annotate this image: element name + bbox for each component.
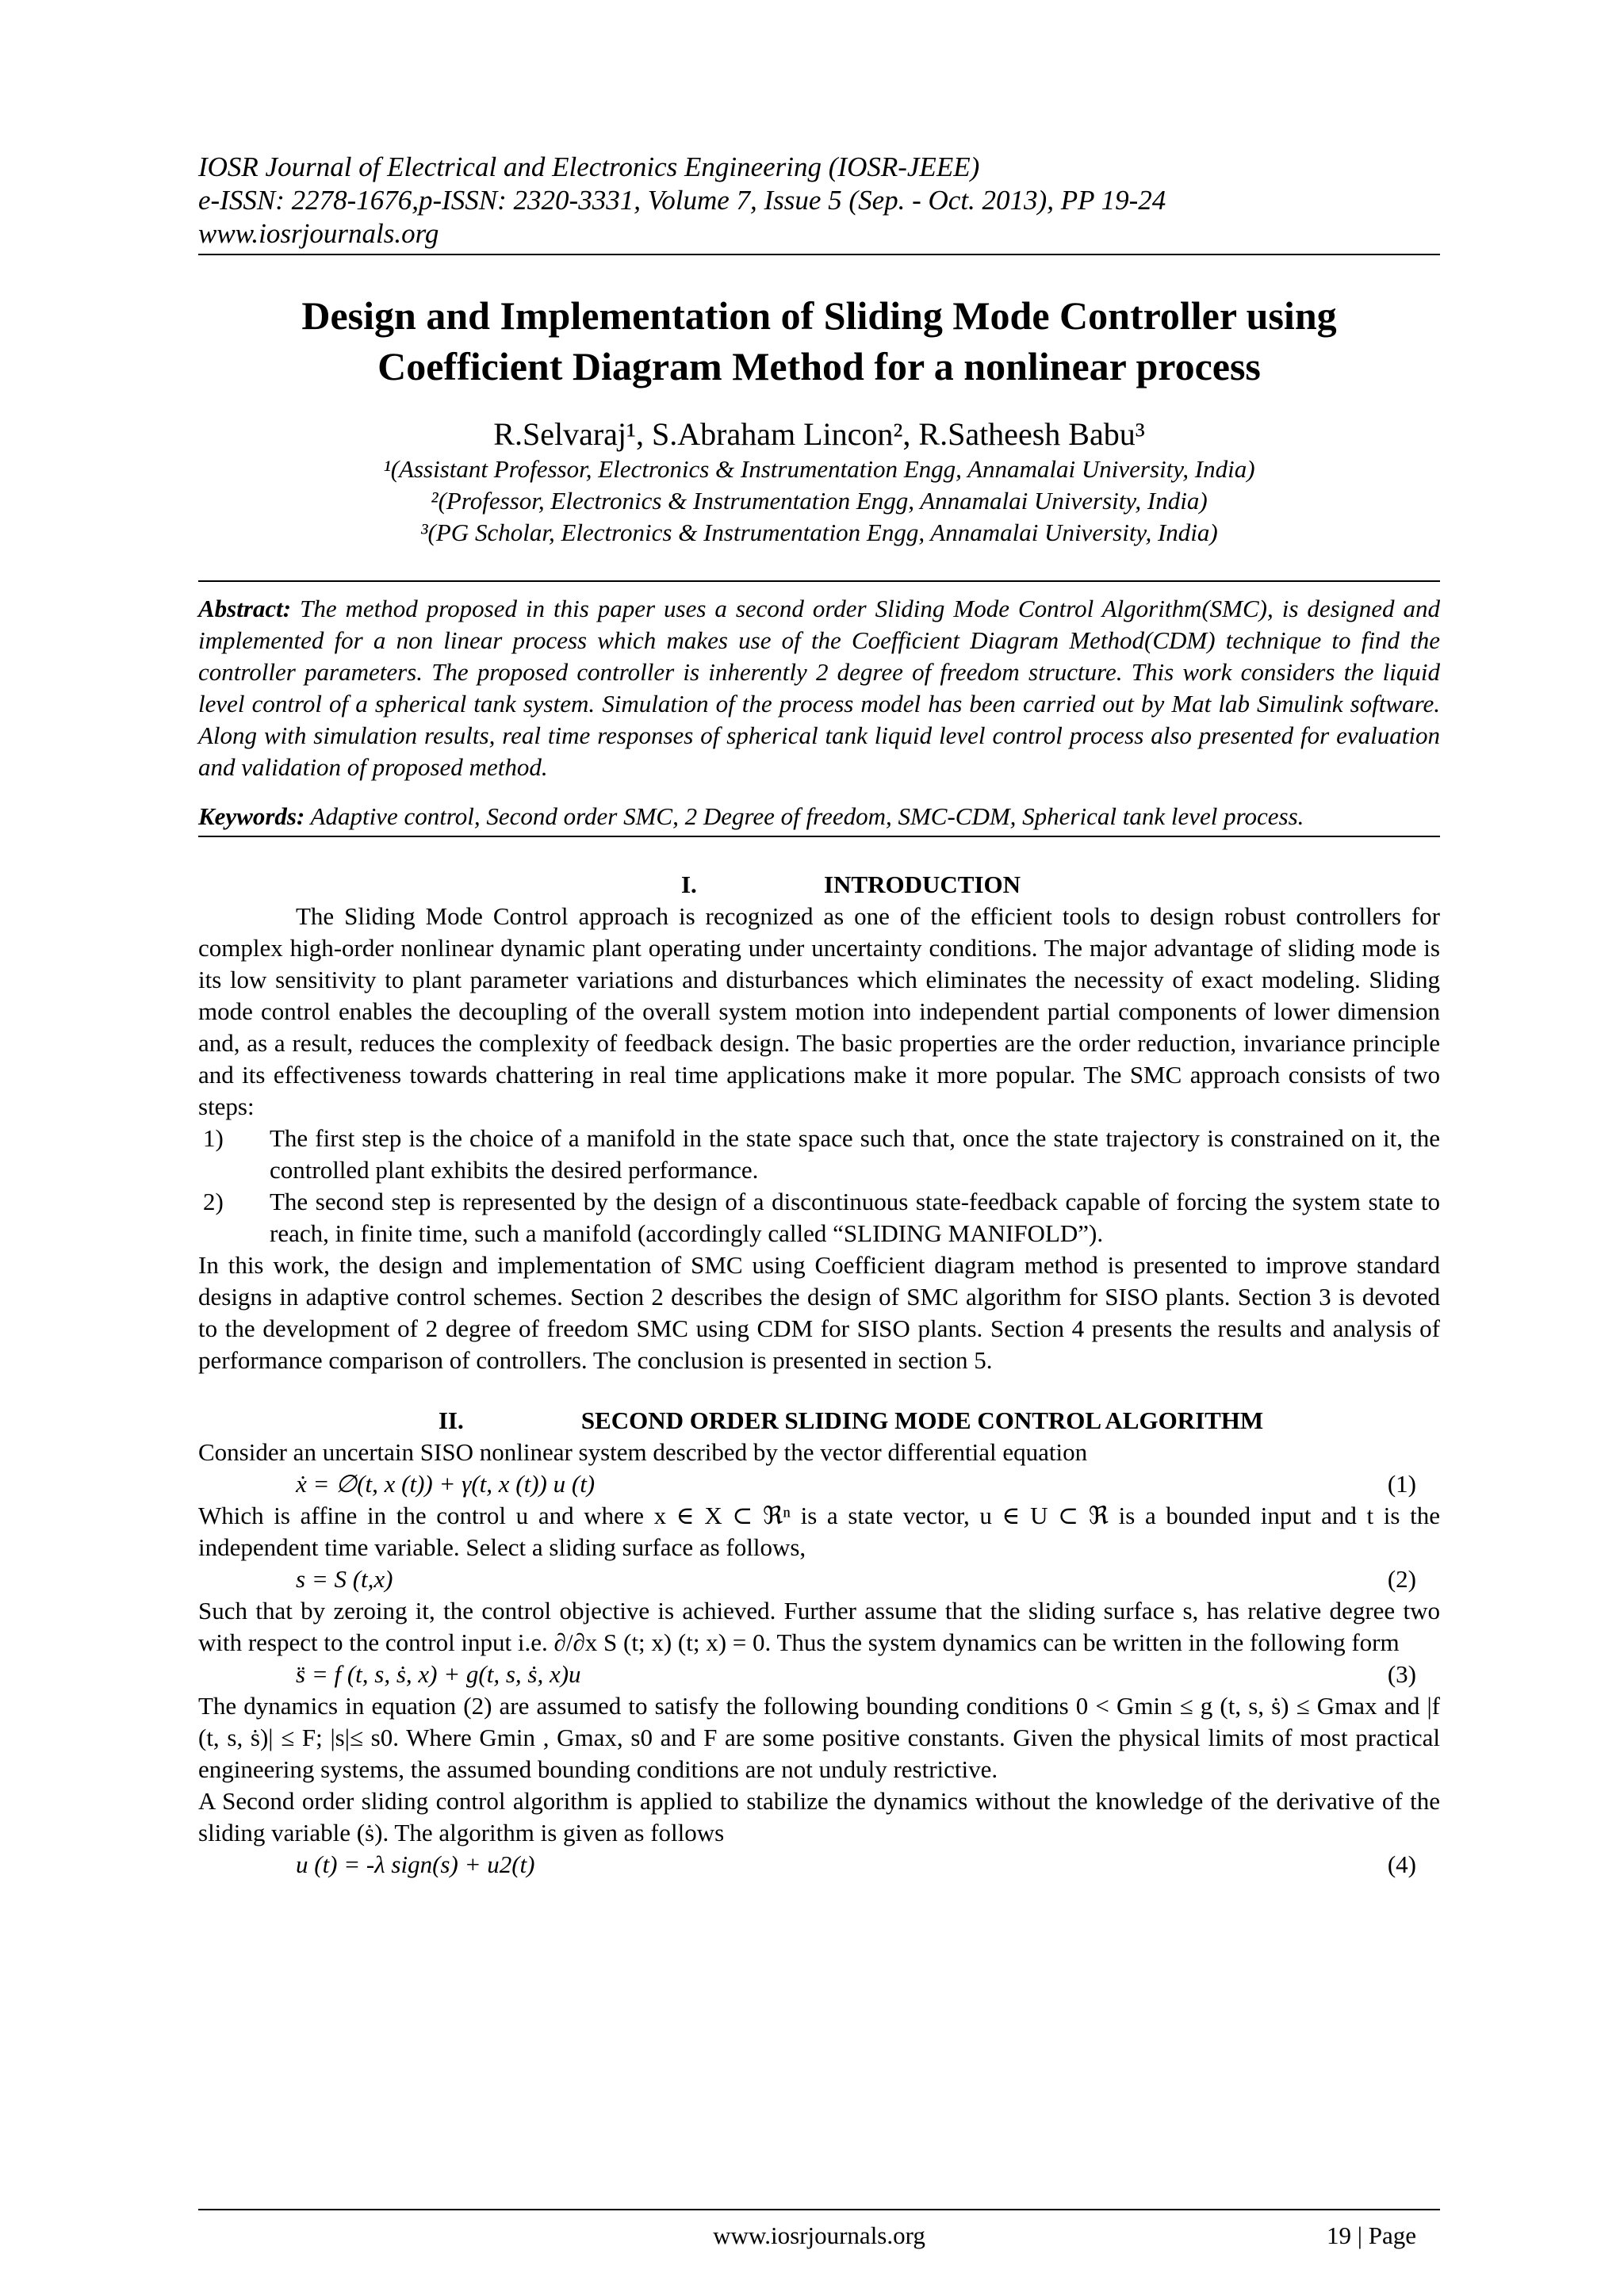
intro-paragraph-2: In this work, the design and implementation of SMC using Coefficient diagram method is presented to improve standard designs in adaptive control schemes. Section 2 describes the design of SMC algorithm for SISO plants. Section 3 is devoted to the development of 2 degree of freedom SMC using CDM for SISO plants. Section 4 presents the results and analysis of performance comparison of controllers. The conclusion is presented in section 5. xyxy=(198,1251,1440,1374)
list-item-number: 1) xyxy=(203,1124,224,1152)
equation-text: ẋ = ∅(t, x (t)) + γ(t, x (t)) u (t) xyxy=(296,1470,596,1498)
abstract-label: Abstract: xyxy=(198,595,292,622)
journal-site: www.iosrjournals.org xyxy=(198,218,439,249)
page-number: 19 | Page xyxy=(1327,2221,1416,2249)
journal-name: IOSR Journal of Electrical and Electronics Engineering (IOSR-JEEE) xyxy=(198,151,980,182)
equation-number: (3) xyxy=(1387,1660,1416,1688)
affiliations xyxy=(198,453,1440,549)
list-item-text: The second step is represented by the design of a discontinuous state-feedback capable of forcing the system state to reach, in finite time, such a manifold (accordingly called “SLIDING MANIFOLD”). xyxy=(270,1188,1440,1247)
keywords xyxy=(198,801,1440,832)
affiliation-3: ³(PG Scholar, Electronics & Instrumentation Engg, Annamalai University, India) xyxy=(420,519,1218,546)
title-line-1: Design and Implementation of Sliding Mode Controller using xyxy=(301,293,1337,338)
equation-number: (1) xyxy=(1387,1470,1416,1498)
affiliation-2: ²(Professor, Electronics & Instrumentation Engg, Annamalai University, India) xyxy=(431,487,1208,515)
list-item-text: The first step is the choice of a manifold in the state space such that, once the state trajectory is constrained on it, the controlled plant exhibits the desired performance. xyxy=(270,1124,1440,1184)
equation-number: (4) xyxy=(1387,1850,1416,1878)
section-number: I. xyxy=(680,871,697,898)
section-title: SECOND ORDER SLIDING MODE CONTROL ALGORITHM xyxy=(580,1406,1264,1434)
keywords-label: Keywords: xyxy=(198,802,305,830)
equation-text: s̈ = f (t, s, ṡ, x) + g(t, s, ṡ, x)u xyxy=(296,1660,581,1688)
section-number: II. xyxy=(438,1406,464,1434)
equation-text: u (t) = -λ sign(s) + u2(t) xyxy=(296,1850,535,1878)
equation-3 xyxy=(198,1659,1440,1690)
keywords-text: Adaptive control, Second order SMC, 2 Degree of freedom, SMC-CDM, Spherical tank level process. xyxy=(304,802,1304,830)
abstract-text: The method proposed in this paper uses a second order Sliding Mode Control Algorithm(SMC), is designed and implemented for a non linear process which makes use of the Coefficient Diagram Method(CDM) technique to find the controller parameters. The proposed controller is inherently 2 degree of freedom structure. This work considers the liquid level control of a spherical tank system. Simulation of the process model has been carried out by Mat lab Simulink software. Along with simulation results, real time responses of spherical tank liquid level control process also presented for evaluation and validation of proposed method. xyxy=(198,595,1440,781)
equation-number: (2) xyxy=(1387,1565,1416,1593)
smc-paragraph-4: The dynamics in equation (2) are assumed to satisfy the following bounding conditions 0 < Gmin ≤ g (t, s, ṡ) ≤ Gmax and |f (t, s, ṡ)| ≤ F; |s|≤ s0. Where Gmin , Gmax, s0 and F are some positive constants. Given the physical limits of most practical engineering systems, the assumed bounding conditions are not unduly restrictive. xyxy=(198,1692,1440,1783)
abstract xyxy=(198,593,1440,783)
affiliation-1: ¹(Assistant Professor, Electronics & Instrumentation Engg, Annamalai University, India) xyxy=(383,455,1255,483)
intro-paragraph-1: The Sliding Mode Control approach is recognized as one of the efficient tools to design robust controllers for complex high-order nonlinear dynamic plant operating under uncertainty conditions. The major advantage of sliding mode is its low sensitivity to plant parameter variations and disturbances which eliminates the necessity of exact modeling. Sliding mode control enables the decoupling of the overall system motion into independent partial components of lower dimension and, as a result, reduces the complexity of feedback design. The basic properties are the order reduction, invariance principle and its effectiveness towards chattering in real time applications make it more popular. The SMC approach consists of two steps: xyxy=(198,902,1440,1120)
list-item-number: 2) xyxy=(203,1188,224,1215)
smc-paragraph-3: Such that by zeroing it, the control objective is achieved. Further assume that the sliding surface s, has relative degree two with respect to the control input i.e. ∂/∂x S (t; x) (t; x) = 0. Thus the system dynamics can be written in the following form xyxy=(198,1597,1440,1656)
paper-title xyxy=(198,290,1440,392)
section-heading-introduction xyxy=(198,869,1440,901)
paper-page xyxy=(198,151,1440,1881)
equation-4 xyxy=(198,1849,1440,1881)
title-line-2: Coefficient Diagram Method for a nonlinear process xyxy=(377,344,1261,388)
list-item xyxy=(198,1186,1440,1249)
section-title: INTRODUCTION xyxy=(823,871,1021,898)
section-heading-smc xyxy=(198,1405,1440,1437)
footer-site: www.iosrjournals.org xyxy=(713,2221,925,2249)
journal-header xyxy=(198,151,1440,251)
equation-1 xyxy=(198,1468,1440,1500)
journal-issn: e-ISSN: 2278-1676,p-ISSN: 2320-3331, Volume 7, Issue 5 (Sep. - Oct. 2013), PP 19-24 xyxy=(198,185,1166,216)
smc-paragraph-2: Which is affine in the control u and where x ∈ X ⊂ ℜⁿ is a state vector, u ∈ U ⊂ ℜ is a bounded input and t is the independent time variable. Select a sliding surface as follows, xyxy=(198,1502,1440,1561)
smc-paragraph-1: Consider an uncertain SISO nonlinear system described by the vector differential equation xyxy=(198,1438,1088,1466)
authors: R.Selvaraj¹, S.Abraham Lincon², R.Satheesh Babu³ xyxy=(493,416,1145,452)
abstract-top-rule xyxy=(198,580,1440,582)
header-rule xyxy=(198,254,1440,255)
list-item xyxy=(198,1123,1440,1186)
equation-text: s = S (t,x) xyxy=(296,1565,393,1593)
smc-paragraph-5: A Second order sliding control algorithm is applied to stabilize the dynamics without the knowledge of the derivative of the sliding variable (ṡ). The algorithm is given as follows xyxy=(198,1787,1440,1846)
footer-rule xyxy=(198,2209,1440,2210)
keywords-bottom-rule xyxy=(198,836,1440,837)
equation-2 xyxy=(198,1563,1440,1595)
